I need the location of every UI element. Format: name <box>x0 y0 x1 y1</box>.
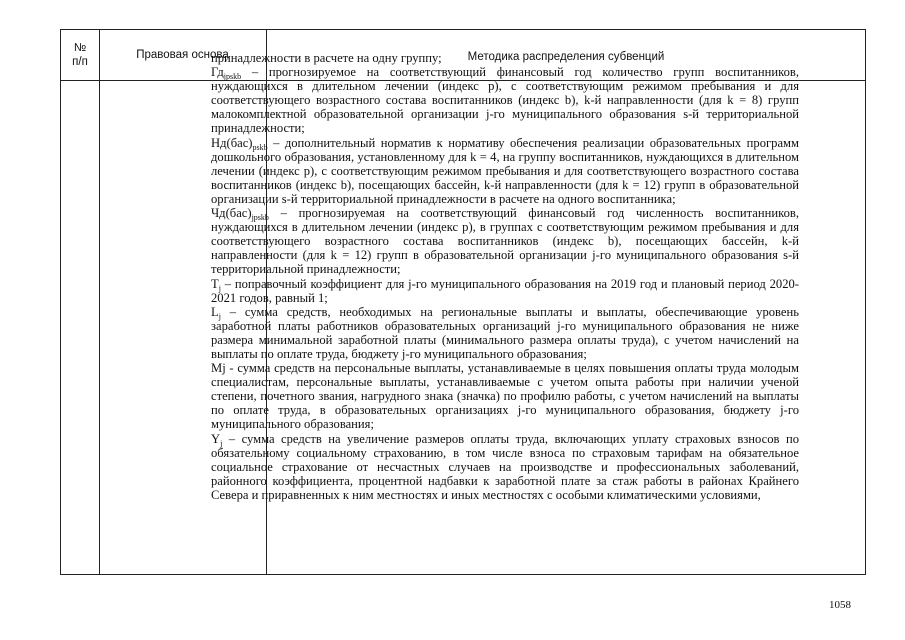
header-number-sub: п/п <box>72 56 88 68</box>
header-number-symbol: № <box>73 42 87 54</box>
paragraph: Mj - сумма средств на персональные выплаты, устанавливаемые в целях повышения оплаты труда молодым специалистам, персональные выплаты, устанавливаемые с учетом опыта работы при наличии ученой степени, почетного звания, нагрудного знака (значка) по профилю работы, с учетом начислений на выплаты по оплате труда, в образовательных организациях j-го муниципального образования, бюджету j-го муниципального образования; <box>211 361 799 432</box>
paragraph: $Чд(бас)_{jpskb}$ – прогнозируемая на соответствующий финансовый год численность воспитанников, нуждающихся в длительном лечении (индекс p), в группах с соответствующим режимом пребывания и для соответствующего возрастного состава воспитанников (индекс b), посещающих бассейн, k-й направленности (для k = 12) групп в образовательной организации j-го муниципального образования s-й территориальной принадлежности; <box>211 206 799 277</box>
paragraph: $Нд(бас)_{pskb}$ – дополнительный норматив к нормативу обеспечения реализации образовательных программ дошкольного образования, установленному для k = 4, на группу воспитанников, нуждающихся в длительном лечении (индекс p), с соответствующим режимом пребывания и для соответствующего возрастного состава воспитанников (индекс b), посещающих бассейн, k-й направленности (для k = 12) групп в образовательной организации s-й территориальной принадлежности в расчете на одного воспитанника; <box>211 135 799 206</box>
column-divider <box>99 30 100 574</box>
paragraph: принадлежности в расчете на одну группу; <box>211 51 442 65</box>
methodology-text <box>211 51 799 502</box>
header-methodology-label: Методика распределения субвенций <box>467 51 665 63</box>
paragraph: $T_j$ – поправочный коэффициент для j-го муниципального образования на 2019 год и плановый период 2020-2021 годов, равный 1; <box>211 276 799 305</box>
page-number: 1058 <box>829 599 851 611</box>
paragraph: $Гд_{jpskb}$ – прогнозируемое на соответствующий финансовый год количество групп воспитанников, нуждающихся в длительном лечении (индекс p), с соответствующим режимом пребывания и для соответствующего возрастного состава воспитанников (индекс b), k-й направленности (для k = 8) групп малокомплектной образовательной организации j-го муниципального образования s-й территориальной принадлежности; <box>211 65 799 136</box>
paragraph: $L_j$ – сумма средств, необходимых на региональные выплаты и выплаты, обеспечивающие уровень заработной платы работников образовательных организаций j-го муниципального образования не ниже размера минимальной заработной платы (минимального размера оплаты труда), с учетом начислений на выплаты по оплате труда, бюджету j-го муниципального образования; <box>211 304 799 361</box>
header-legal-basis-label: Правовая основа <box>136 49 229 61</box>
header-number-cell <box>61 30 99 80</box>
paragraph: $Y_j$ – сумма средств на увеличение размеров оплаты труда, включающих уплату страховых взносов по обязательному социальному страхованию, в том числе взноса по страховым тарифам на обязательное социальное страхование от несчастных случаев на производстве и профессиональных заболеваний, районного коэффициента, процентной надбавки к заработной плате за стаж работы в районах Крайнего Севера и приравненных к ним местностях и иных местностях с особыми климатическими условиями, <box>211 431 799 502</box>
